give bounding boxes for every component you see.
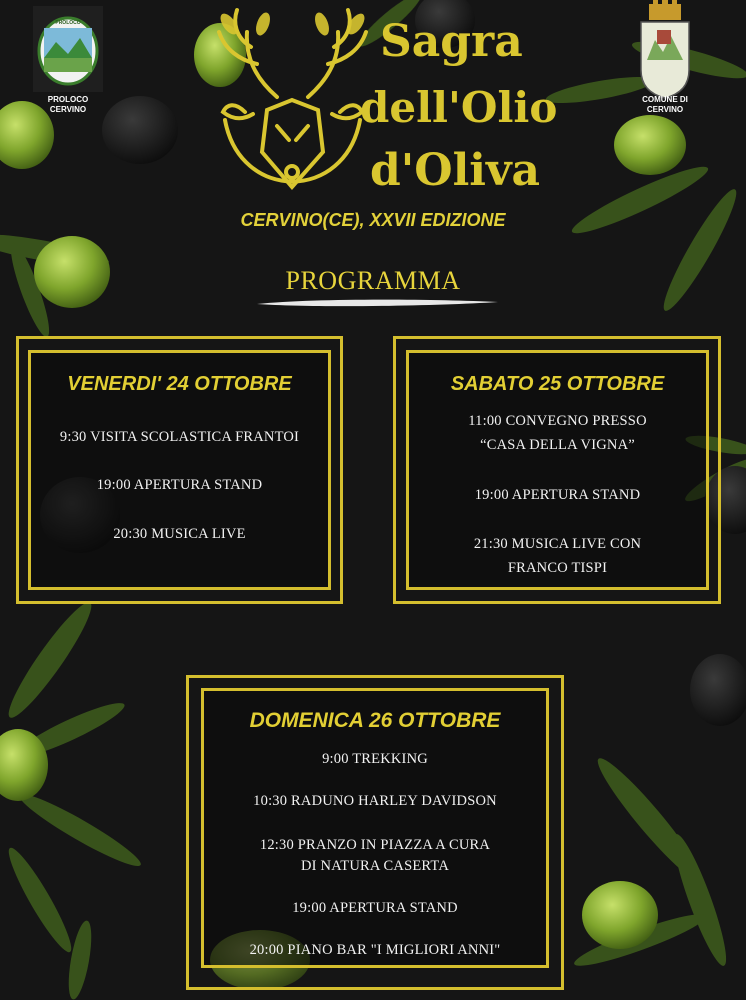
comune-coat-of-arms-icon (635, 0, 695, 100)
saturday-event: FRANCO TISPI (507, 560, 608, 576)
saturday-event: 19:00 APERTURA STAND (474, 487, 641, 503)
sunday-event: 20:00 PIANO BAR "I MIGLIORI ANNI" (249, 942, 501, 958)
programma-heading: PROGRAMMA (285, 266, 461, 295)
friday-title: VENERDI' 24 OTTOBRE (67, 373, 292, 395)
sunday-title: DOMENICA 26 OTTOBRE (249, 709, 501, 732)
saturday-event: 11:00 CONVEGNO PRESSO (468, 413, 647, 429)
deer-antlers-icon (205, 2, 380, 210)
saturday-event: 21:30 MUSICA LIVE CON (473, 536, 642, 552)
sunday-event: 12:30 PRANZO IN PIAZZA A CURA (259, 837, 491, 853)
sunday-event: 19:00 APERTURA STAND (292, 900, 458, 916)
sunday-event: DI NATURA CASERTA (301, 858, 449, 874)
saturday-event: “CASA DELLA VIGNA” (480, 437, 635, 453)
sunday-event: 9:00 TREKKING (322, 751, 428, 767)
friday-event: 19:00 APERTURA STAND (96, 477, 263, 493)
saturday-title: SABATO 25 OTTOBRE (450, 373, 665, 395)
friday-event: 9:30 VISITA SCOLASTICA FRANTOI (59, 429, 300, 445)
title-d-oliva: d'Oliva (370, 145, 541, 196)
title-dell-olio: dell'Olio (360, 83, 558, 132)
edition-subtitle: CERVINO(CE), XXVII EDIZIONE (240, 210, 506, 230)
proloco-emblem-icon (33, 6, 103, 92)
sunday-event: 10:30 RADUNO HARLEY DAVIDSON (253, 793, 497, 809)
friday-event: 20:30 MUSICA LIVE (113, 526, 246, 542)
proloco-caption: PROLOCO CERVINO (47, 95, 89, 114)
svg-text:PROLOCO: PROLOCO (55, 20, 81, 26)
proloco-logo (32, 6, 104, 115)
title-sagra: Sagra (380, 16, 523, 67)
comune-logo (630, 0, 700, 115)
brush-underline (255, 296, 500, 310)
comune-caption: COMUNE DI CERVINO (642, 95, 688, 114)
